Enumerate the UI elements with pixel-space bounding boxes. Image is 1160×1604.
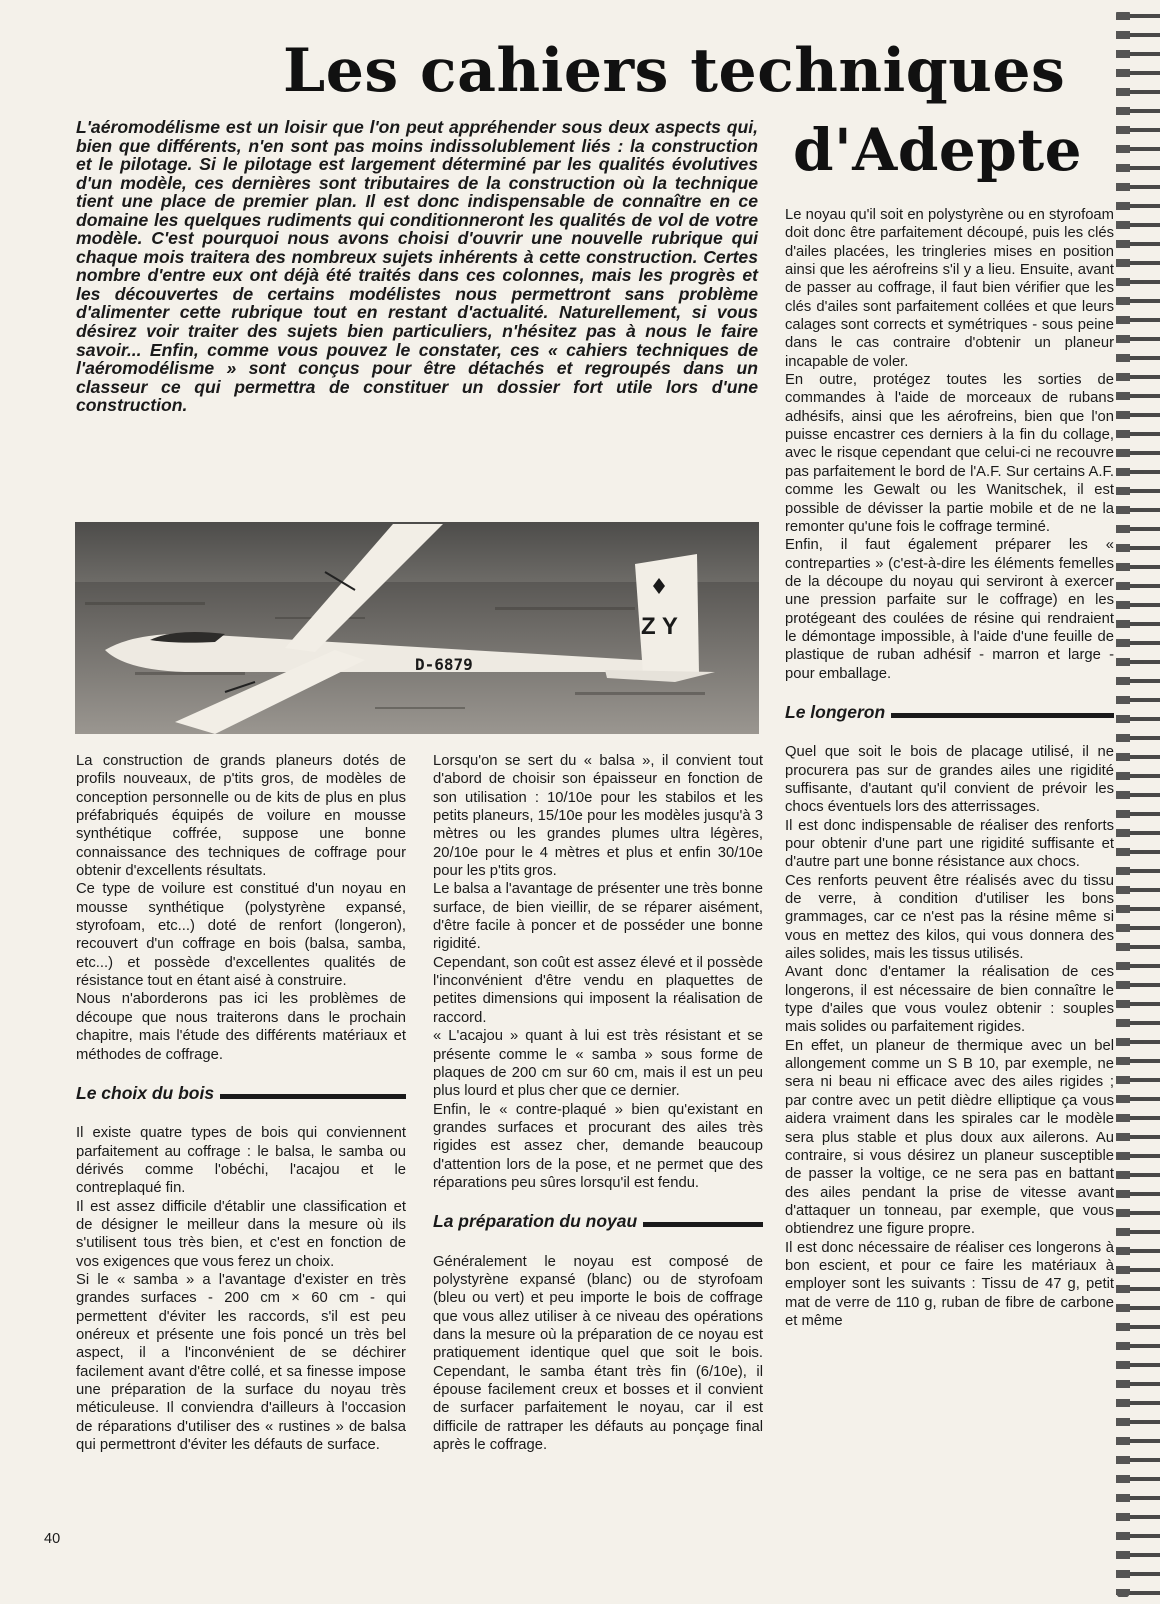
section-heading-text: Le choix du bois <box>76 1082 215 1103</box>
column-3-paragraph: Avant donc d'entamer la réalisation de ces longerons, il est nécessaire de bien connaître le type d'ailes que vous voulez obtenir : souples mais solides ou parfaitement rigides. <box>785 964 1114 1036</box>
column-3-paragraph: Quel que soit le bois de placage utilisé, il ne procurera pas sur de grandes ailes une rigidité suffisante, d'autant qu'il convient de prévoir les chocs éventuels lors des atterrissages. <box>785 744 1114 816</box>
registration-marking: D-6879 <box>415 655 473 674</box>
section-heading-longeron <box>785 703 1114 721</box>
column-3-paragraph: Il est donc indispensable de réaliser des renforts pour obtenir d'une part une rigidité suffisante et d'autre part une bonne résistance aux chocs. <box>785 817 1114 871</box>
column-2 <box>433 752 763 1454</box>
column-3-paragraph: Le noyau qu'il soit en polystyrène ou en styrofoam doit donc être parfaitement découpé, puis les clés d'ailes placées, les tringleries mises en position ainsi que les aérofreins s'il y a lieu. Ensuite, avant de passer au coffrage, il faut bien vérifier que les clés d'ailes sont parfaitement collées et que leurs calages sont corrects et symétriques - sous peine dans le cas contraire d'obtenir un planeur incapable de voler. <box>785 207 1114 370</box>
column-3-paragraph: Enfin, il faut également préparer les « contreparties » (c'est-à-dire les éléments femelles de la découpe du noyau qui serviront à exercer une pression parfaite sur le coffrage) en les protégeant des coulées de résine qui rendraient le démontage impossible, à l'aide d'une feuille de plastique de ruban adhésif - marron et large - pour emballage. <box>785 537 1114 682</box>
column-2-paragraph: Enfin, le « contre-plaqué » bien qu'existant en grandes surfaces et procurant des ailes très rigides est assez cher, demande beaucoup d'attention lors de la pose, et ne permet que des réparations peu sûres lorsqu'il est fendu. <box>433 1101 763 1191</box>
column-1-paragraph: Nous n'aborderons pas ici les problèmes de découpe que nous traiterons dans le prochain chapitre, mais l'étude des différents matériaux et méthodes de coffrage. <box>76 991 406 1063</box>
column-3 <box>785 206 1114 1330</box>
page-number: 40 <box>44 1531 61 1547</box>
column-1-paragraph: Il est assez difficile d'établir une classification et de désigner le meilleur dans la mesure où ils s'utilisent tous très bien, et c'est en fonction de vos exigences que vous ferez un choix. <box>76 1198 406 1270</box>
section-heading-text: Le longeron <box>785 701 886 722</box>
column-2-paragraph: Cependant, son coût est assez élevé et il possède l'inconvénient d'être vendu en plaquettes de petites dimensions qui imposent la réalisation de raccord. <box>433 954 763 1026</box>
page-title-line-1: Les cahiers techniques <box>283 36 1066 106</box>
section-heading-choix-du-bois <box>76 1084 406 1102</box>
column-1-paragraph: Il existe quatre types de bois qui conviennent parfaitement au coffrage : le balsa, le samba ou dérivés comme l'obéchi, l'acajou et le contreplaqué fin. <box>76 1125 406 1197</box>
section-heading-preparation-du-noyau <box>433 1212 763 1230</box>
column-2-paragraph: « L'acajou » quant à lui est très résistant et se présente comme le « samba » sous forme de plaques de 200 cm sur 60 cm, mais il est un peu plus lourd et plus cher que ce dernier. <box>433 1028 763 1100</box>
column-1-paragraph: Ce type de voilure est constitué d'un noyau en mousse synthétique (polystyrène expansé, styrofoam, etc...) doté de renfort (longeron), recouvert d'un coffrage en bois (balsa, samba, etc...) et possède d'excellentes qualités de résistance tout en étant aisé à construire. <box>76 881 406 990</box>
column-2-paragraph: Le balsa a l'avantage de présenter une très bonne surface, de bien vieillir, de se réparer aisément, d'être facile à poncer et de posséder une bonne rigidité. <box>433 881 763 953</box>
page-title-line-2: d'Adepte <box>793 116 1083 184</box>
heading-rule <box>220 1094 406 1099</box>
column-2-paragraph: Lorsqu'on se sert du « balsa », il convient tout d'abord de choisir son épaisseur en fonction de son utilisation : 10/10e pour les stabilos et les petits planeurs, 15/10e pour les modèles jusqu'à 3 mètres ou les grandes plumes ultra légères, 20/10e pour le 4 mètres et plus et enfin 30/10e pour les p'tits gros. <box>433 753 763 880</box>
column-3-paragraph: En outre, protégez toutes les sorties de commandes à l'aide de morceaux de rubans adhésifs, ainsi que les aérofreins, bien que l'on puisse encastrer ces derniers à la fin du collage, avec le risque cependant que celui-ci ne recouvre pas parfaitement le bord de l'A.F. Sur certains A.F. comme les Gewalt ou les Wanitschek, il est possible de dévisser la partie mobile et de ne la remonter qu'une fois le coffrage terminé. <box>785 372 1114 535</box>
column-3-paragraph: Il est donc nécessaire de réaliser ces longerons à bon escient, et pour ce faire les matériaux à employer sont les suivants : Tissu de 47 g, petit mat de verre de 110 g, ruban de fibre de carbone et même <box>785 1239 1114 1329</box>
glider-photo <box>75 522 759 734</box>
column-1-paragraph: Si le « samba » a l'avantage d'exister en très grandes surfaces - 200 cm × 60 cm - qui permettent d'éviter les raccords, s'il est peu onéreux et présente une fois poncé un très bel aspect, il a l'inconvénient de se déchirer facilement avant d'être collé, et sa finesse impose une préparation de la surface du noyau très méticuleuse. Il conviendra d'ailleurs à l'occasion de réparations d'utiliser des « rustines » de balsa qui permettront d'éviter les défauts de surface. <box>76 1271 406 1454</box>
heading-rule <box>643 1222 763 1227</box>
column-1-paragraph: La construction de grands planeurs dotés de profils nouveaux, de p'tits gros, de modèles de conception personnelle ou de kits de plus en plus préfabriqués équipés de voilure en mousse synthétique coffrée, suppose une bonne connaissance des techniques de coffrage pour obtenir d'excellents résultats. <box>76 753 406 880</box>
column-3-paragraph: Ces renforts peuvent être réalisés avec du tissu de verre, à condition d'utiliser les bons grammages, car ce n'est pas la résine même si vous en mettez des kilos, qui vous donnera des ailes solides, mais les tissus utilisés. <box>785 872 1114 963</box>
column-2-paragraph: Généralement le noyau est composé de polystyrène expansé (blanc) ou de styrofoam (bleu ou vert) et peu importe le bois de coffrage que vous allez utiliser à ce niveau des opérations dans la mesure où la préparation de ce noyau est pratiquement identique quel que soit le bois. Cependant, le samba étant très fin (6/10e), il épouse facilement creux et bosses et il convient de surfacer parfaitement le noyau, car il est difficile de rattraper les défauts au ponçage final après le coffrage. <box>433 1253 763 1454</box>
column-1 <box>76 752 406 1454</box>
spiral-binding <box>1116 8 1160 1598</box>
fin-marking: Z Y <box>641 613 678 640</box>
heading-rule <box>891 713 1114 718</box>
section-heading-text: La préparation du noyau <box>433 1211 638 1232</box>
column-3-paragraph: En effet, un planeur de thermique avec un bel allongement comme un S B 10, par exemple, ne sera ni beau ni efficace avec des ailes rigides ; par contre avec un petit dièdre elliptique ça vous aidera vraiment dans les spirales car le modèle sera plus stable et plus doux aux ailerons. Au contraire, si vous désirez un planeur susceptible de passer la voltige, ce ne sera pas en battant des ailes pendant la prise de vitesse avant d'attaquer un tonneau, par exemple, que vous obtiendrez une figure propre. <box>785 1037 1114 1238</box>
intro-paragraph: L'aéromodélisme est un loisir que l'on peut appréhender sous deux aspects qui, bien que différents, n'en sont pas moins indissolublement liés : la construction et le pilotage. Si le pilotage est largement déterminé par les qualités évolutives d'un modèle, ces dernières sont tributaires de la construction où la technique tient une place de premier plan. Il est donc indispensable de connaître en ce domaine les quelques rudiments qui conditionneront les qualités de vol de votre modèle. C'est pourquoi nous avons choisi d'ouvrir une nouvelle rubrique qui chaque mois traitera des nombreux sujets inhérents à cette construction. Certes nombre d'entre eux ont déjà été traités dans ces colonnes, mais les progrès et les découvertes de certains modélistes nous permettront sans problème d'alimenter cette rubrique tout en restant d'actualité. Naturellement, si vous désirez voir traiter des sujets bien particuliers, n'hésitez pas à nous le faire savoir... Enfin, comme vous pouvez le constater, ces « cahiers techniques de l'aéromodélisme » sont conçus pour être détachés et regroupés dans un classeur ce qui permettra de constituer un dossier fort utile lors d'une construction. <box>76 117 758 416</box>
